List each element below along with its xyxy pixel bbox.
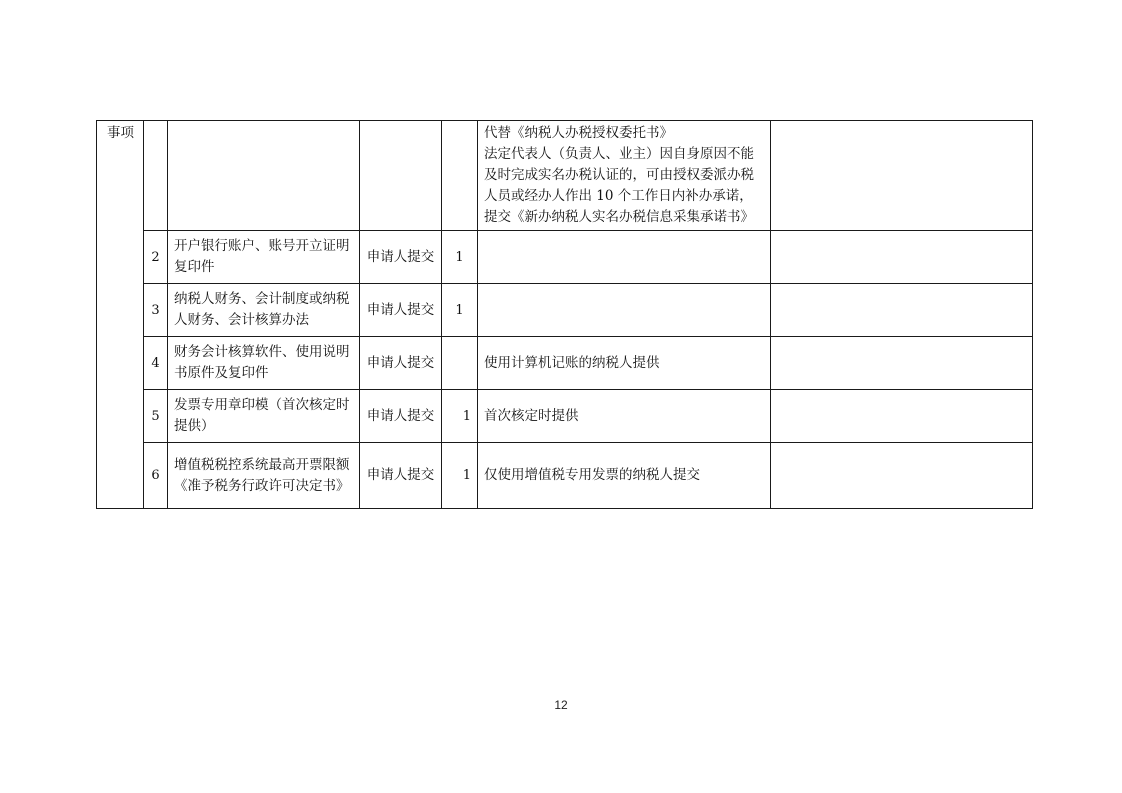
quantity-cell: 1 xyxy=(442,443,478,509)
quantity-cell: 1 xyxy=(442,390,478,443)
row-number-cell: 3 xyxy=(144,284,168,337)
source-cell: 申请人提交 xyxy=(360,337,442,390)
extra-cell xyxy=(771,337,1033,390)
extra-cell xyxy=(771,231,1033,284)
note-line: 人员或经办人作出 10 个工作日内补办承诺， xyxy=(484,188,753,204)
source-cell: 申请人提交 xyxy=(360,284,442,337)
row-number-cell: 4 xyxy=(144,337,168,390)
category-cell: 事项 xyxy=(97,121,144,509)
table-row xyxy=(97,121,1033,231)
page-number: 12 xyxy=(554,698,568,712)
source-cell: 申请人提交 xyxy=(360,443,442,509)
table-row xyxy=(97,337,1033,390)
material-name-cell: 开户银行账户、账号开立证明复印件 xyxy=(168,231,360,284)
material-name-cell xyxy=(168,121,360,231)
extra-cell xyxy=(771,390,1033,443)
material-name-cell: 发票专用章印模（首次核定时提供） xyxy=(168,390,360,443)
extra-cell xyxy=(771,121,1033,231)
table-row xyxy=(97,390,1033,443)
material-name-cell: 财务会计核算软件、使用说明书原件及复印件 xyxy=(168,337,360,390)
note-cell xyxy=(478,231,771,284)
source-cell xyxy=(360,121,442,231)
quantity-cell xyxy=(442,121,478,231)
materials-table xyxy=(96,120,1033,509)
extra-cell xyxy=(771,443,1033,509)
note-line: 及时完成实名办税认证的，可由授权委派办税 xyxy=(484,167,754,183)
source-cell: 申请人提交 xyxy=(360,390,442,443)
quantity-cell xyxy=(442,337,478,390)
source-cell: 申请人提交 xyxy=(360,231,442,284)
table-row xyxy=(97,231,1033,284)
note-line: 代替《纳税人办税授权委托书》 xyxy=(484,125,673,141)
row-number-cell xyxy=(144,121,168,231)
note-line: 法定代表人（负责人、业主）因自身原因不能 xyxy=(484,146,754,162)
quantity-cell: 1 xyxy=(442,284,478,337)
extra-cell xyxy=(771,284,1033,337)
row-number-cell: 2 xyxy=(144,231,168,284)
note-cell: 使用计算机记账的纳税人提供 xyxy=(478,337,771,390)
note-line: 提交《新办纳税人实名办税信息采集承诺书》 xyxy=(484,209,754,225)
quantity-cell: 1 xyxy=(442,231,478,284)
row-number-cell: 6 xyxy=(144,443,168,509)
note-cell xyxy=(478,284,771,337)
table-row xyxy=(97,284,1033,337)
row-number-cell: 5 xyxy=(144,390,168,443)
note-cell: 仅使用增值税专用发票的纳税人提交 xyxy=(478,443,771,509)
note-cell xyxy=(478,121,771,231)
material-name-cell: 增值税税控系统最高开票限额《准予税务行政许可决定书》 xyxy=(168,443,360,509)
material-name-cell: 纳税人财务、会计制度或纳税人财务、会计核算办法 xyxy=(168,284,360,337)
note-cell: 首次核定时提供 xyxy=(478,390,771,443)
table-row xyxy=(97,443,1033,509)
